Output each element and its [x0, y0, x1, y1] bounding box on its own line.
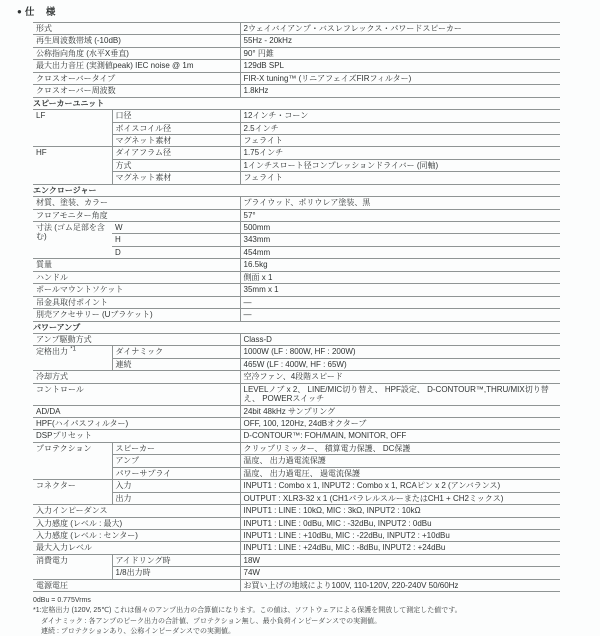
spec-sublabel: 口径 [112, 110, 240, 122]
spec-value: 1.75インチ [240, 147, 560, 159]
spec-value: 12インチ・コーン [240, 110, 560, 122]
spec-value: プライウッド、ポリウレア塗装、黒 [240, 197, 560, 209]
spec-row [33, 517, 560, 529]
spec-label: 最大出力音圧 (実測値peak) IEC noise @ 1m [33, 60, 240, 72]
spec-label: 別売アクセサリー (Uブラケット) [33, 309, 240, 321]
spec-label: フロアモニター角度 [33, 209, 240, 221]
spec-value: OFF, 100, 120Hz, 24dBオクターブ [240, 418, 560, 430]
spec-value: 500mm [240, 222, 560, 234]
spec-value: 1000W (LF : 800W, HF : 200W) [240, 346, 560, 358]
spec-row [33, 542, 560, 554]
spec-row [33, 60, 560, 72]
section-header: パワーアンプ [33, 321, 560, 333]
spec-section-row [33, 184, 560, 196]
section-header: エンクロージャー [33, 184, 560, 196]
spec-row [33, 505, 560, 517]
spec-row [33, 418, 560, 430]
spec-row [33, 467, 560, 479]
spec-value: フェライト [240, 172, 560, 184]
spec-row [33, 222, 560, 234]
spec-value: 454mm [240, 246, 560, 258]
spec-sublabel: 1/8出力時 [112, 567, 240, 579]
spec-value: 90° 円錐 [240, 47, 560, 59]
spec-sublabel: ダイナミック [112, 346, 240, 358]
spec-label: HF [33, 147, 112, 184]
spec-label: コネクター [33, 480, 112, 505]
spec-row [33, 358, 560, 370]
spec-value: — [240, 309, 560, 321]
spec-label: 入力インピーダンス [33, 505, 240, 517]
spec-row [33, 271, 560, 283]
spec-value: 465W (LF : 400W, HF : 65W) [240, 358, 560, 370]
page-title [17, 4, 567, 18]
footnote: 0dBu = 0.775Vrms [33, 597, 91, 605]
spec-label: ハンドル [33, 271, 240, 283]
spec-row [33, 567, 560, 579]
footnotes [33, 596, 567, 636]
spec-row [33, 134, 560, 146]
spec-label: 材質、塗装、カラー [33, 197, 240, 209]
spec-row [33, 122, 560, 134]
spec-row [33, 579, 560, 591]
spec-value: D-CONTOUR™: FOH/MAIN, MONITOR, OFF [240, 430, 560, 442]
spec-label: 再生周波数帯域 (-10dB) [33, 35, 240, 47]
spec-label: LF [33, 110, 112, 147]
spec-row [33, 234, 560, 246]
spec-value: 74W [240, 567, 560, 579]
spec-section-row [33, 97, 560, 109]
spec-sublabel: H [112, 234, 240, 246]
spec-sublabel: ダイアフラム径 [112, 147, 240, 159]
spec-row [33, 383, 560, 405]
spec-sublabel: スピーカー [112, 442, 240, 454]
footnote-marker: *1 [70, 346, 76, 353]
spec-sublabel: マグネット素材 [112, 134, 240, 146]
spec-row [33, 159, 560, 171]
spec-row [33, 430, 560, 442]
spec-row [33, 371, 560, 383]
spec-label: 電源電圧 [33, 579, 240, 591]
spec-label: 吊金具取付ポイント [33, 296, 240, 308]
footnote: 連続 : プロテクションあり、公称インピーダンスでの実測値。 [41, 627, 235, 635]
spec-value: INPUT1 : Combo x 1, INPUT2 : Combo x 1, RCAピン x 2 (アンバランス) [240, 480, 560, 492]
spec-label: クロスオーバー周波数 [33, 85, 240, 97]
spec-sublabel: 出力 [112, 492, 240, 504]
spec-sublabel: 方式 [112, 159, 240, 171]
spec-value: 129dB SPL [240, 60, 560, 72]
spec-sublabel: アイドリング時 [112, 554, 240, 566]
spec-sublabel: アンプ [112, 455, 240, 467]
footnote: *1:定格出力 (120V, 25℃) これは個々のアンプ出力の合算値になります。この値は、ソフトウェアによる保護を開放して測定した値です。 [33, 607, 462, 615]
spec-sublabel: パワーサプライ [112, 467, 240, 479]
spec-label: 冷却方式 [33, 371, 240, 383]
spec-label: 入力感度 (レベル : 最大) [33, 517, 240, 529]
spec-value: 2ウェイバイアンプ・バスレフレックス・パワードスピーカー [240, 23, 560, 35]
spec-row [33, 259, 560, 271]
spec-label: クロスオーバータイプ [33, 72, 240, 84]
spec-row [33, 147, 560, 159]
spec-label: 定格出力 $^{*1}$ [33, 346, 112, 371]
spec-value: 温度、 出力過電流保護 [240, 455, 560, 467]
spec-value: INPUT1 : LINE : +24dBu, MIC : -8dBu, INPUT2 : +24dBu [240, 542, 560, 554]
spec-value: クリップリミッター、 積算電力保護、 DC保護 [240, 442, 560, 454]
spec-row [33, 47, 560, 59]
spec-value: LEVELノブ x 2、 LINE/MIC切り替え、 HPF設定、 D-CONTOUR™,THRU/MIX切り替え、 POWERスイッチ [240, 383, 560, 405]
spec-label: AD/DA [33, 405, 240, 417]
spec-value: 55Hz - 20kHz [240, 35, 560, 47]
spec-value: — [240, 296, 560, 308]
spec-value: 温度、 出力過電圧、 過電流保護 [240, 467, 560, 479]
spec-row [33, 529, 560, 541]
bullet-icon: ● [17, 6, 23, 16]
spec-value: INPUT1 : LINE : +10dBu, MIC : -22dBu, INPUT2 : +10dBu [240, 529, 560, 541]
spec-label: ポールマウントソケット [33, 284, 240, 296]
spec-row [33, 405, 560, 417]
spec-value: 24bit 48kHz サンプリング [240, 405, 560, 417]
spec-row [33, 554, 560, 566]
spec-table-body [33, 23, 560, 592]
footnote: ダイナミック : 各アンプのピーク出力の合計値、プロテクション無し、最小負荷インピーダンスでの実測値。 [41, 617, 382, 625]
spec-label: 寸法 (ゴム足部を含む) [33, 222, 112, 259]
spec-row [33, 309, 560, 321]
spec-value: OUTPUT : XLR3-32 x 1 (CH1パラレルスルーまたはCH1 + CH2ミックス) [240, 492, 560, 504]
spec-sublabel: W [112, 222, 240, 234]
spec-sublabel: D [112, 246, 240, 258]
spec-value: 1インチスロート径コンプレッションドライバー (同軸) [240, 159, 560, 171]
spec-table [33, 22, 560, 592]
spec-row [33, 296, 560, 308]
spec-row [33, 172, 560, 184]
spec-row [33, 284, 560, 296]
spec-value: INPUT1 : LINE : 10kΩ, MIC : 3kΩ, INPUT2 : 10kΩ [240, 505, 560, 517]
spec-row [33, 442, 560, 454]
spec-section-row [33, 321, 560, 333]
spec-value: 343mm [240, 234, 560, 246]
spec-value: お買い上げの地域により100V, 110-120V, 220-240V 50/60Hz [240, 579, 560, 591]
spec-row [33, 209, 560, 221]
spec-label: 最大入力レベル [33, 542, 240, 554]
section-header: スピーカーユニット [33, 97, 560, 109]
spec-label: HPF(ハイパスフィルター) [33, 418, 240, 430]
spec-sublabel: ボイスコイル径 [112, 122, 240, 134]
spec-value: 空冷ファン、4段階スピード [240, 371, 560, 383]
spec-sublabel: 連続 [112, 358, 240, 370]
spec-value: 18W [240, 554, 560, 566]
spec-label: コントロール [33, 383, 240, 405]
spec-row [33, 197, 560, 209]
spec-row [33, 85, 560, 97]
spec-label: プロテクション [33, 442, 112, 479]
spec-label: 形式 [33, 23, 240, 35]
spec-row [33, 246, 560, 258]
spec-label: アンプ駆動方式 [33, 333, 240, 345]
page-title-text: 仕 様 [24, 7, 57, 18]
spec-sublabel: 入力 [112, 480, 240, 492]
spec-row [33, 333, 560, 345]
spec-row [33, 346, 560, 358]
spec-value: 16.5kg [240, 259, 560, 271]
spec-row [33, 23, 560, 35]
spec-value: フェライト [240, 134, 560, 146]
spec-value: Class-D [240, 333, 560, 345]
spec-value: 1.8kHz [240, 85, 560, 97]
spec-label: 入力感度 (レベル : センター) [33, 529, 240, 541]
spec-label: 消費電力 [33, 554, 112, 579]
spec-row [33, 480, 560, 492]
spec-value: 2.5インチ [240, 122, 560, 134]
spec-value: 側面 x 1 [240, 271, 560, 283]
spec-value: FIR-X tuning™ (リニアフェイズFIRフィルター) [240, 72, 560, 84]
spec-row [33, 110, 560, 122]
spec-value: 57° [240, 209, 560, 221]
spec-row [33, 455, 560, 467]
spec-label: 質量 [33, 259, 240, 271]
spec-value: INPUT1 : LINE : 0dBu, MIC : -32dBu, INPUT2 : 0dBu [240, 517, 560, 529]
spec-row [33, 492, 560, 504]
spec-value: 35mm x 1 [240, 284, 560, 296]
spec-label: DSPプリセット [33, 430, 240, 442]
spec-row [33, 35, 560, 47]
spec-sublabel: マグネット素材 [112, 172, 240, 184]
spec-label: 公称指向角度 (水平X垂直) [33, 47, 240, 59]
spec-row [33, 72, 560, 84]
